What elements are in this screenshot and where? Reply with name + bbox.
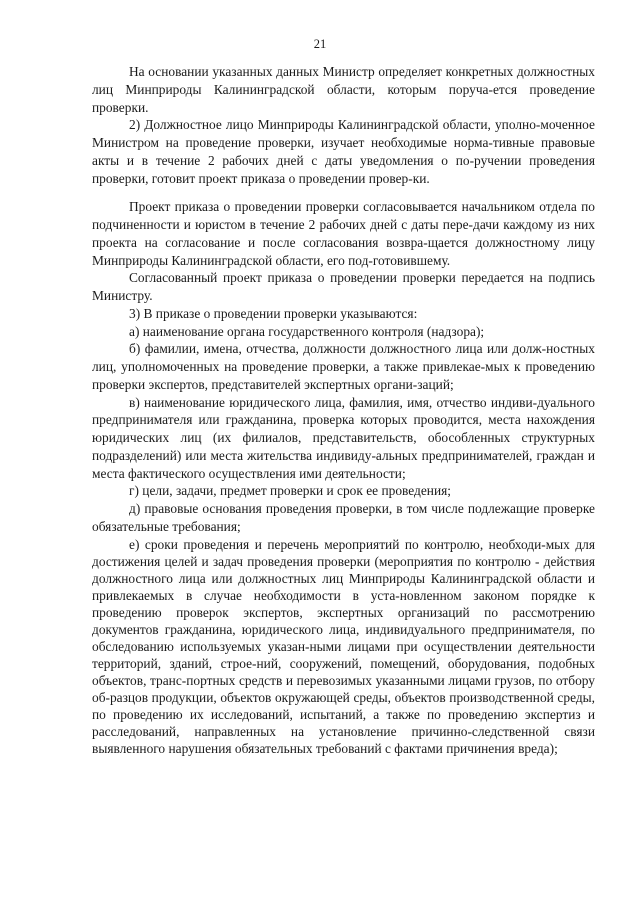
list-item-a: а) наименование органа государственного контроля (надзора);	[129, 323, 485, 339]
document-body	[92, 63, 595, 757]
list-item-b: б) фамилии, имена, отчества, должности должностного лица или долж-ностных лиц, уполномоченных на проведение проверки, а также привлекае-мых к проведению проверки экспертов, представителей экспертных органи-заций;	[92, 341, 595, 392]
paragraph-item-2-official-prepares-order: 2) Должностное лицо Минприроды Калининградской области, уполно-моченное Министром на проведение проверки, изучает необходимые норма-тивные правовые акты и в течение 2 рабочих дней с даты уведомления о по-ручении проведения проверки, готовит проект приказа о проведении провер-ки.	[92, 117, 595, 186]
paragraph-order-approval: Проект приказа о проведении проверки согласовывается начальником отдела по подчиненности и юристом в течение 2 рабочих дней с даты пере-дачи каждому из них проекта на согласование и после согласования возвра-щается должностному лицу Минприроды Калининградской области, его под-готовившему.	[92, 199, 595, 268]
list-item-e: е) сроки проведения и перечень мероприятий по контролю, необходи-мых для достижения целей и задач проведения проверки (мероприятия по контролю - действия должностного лица или должностных лиц Минприроды Калининградской области и привлекаемых в случае необходимости в уста-новленном законом порядке к проведению проверок экспертов, экспертных организаций по рассмотрению документов гражданина, юридического лица, индивидуального предпринимателя, по обследованию используемых указан-ными лицами при осуществлении деятельности территорий, зданий, строе-ний, сооружений, помещений, оборудования, подобных объектов, транс-портных средств и перевозимых указанными лицами грузов, по отбору об-разцов продукции, объектов окружающей среды, объектов производственной среды, по проведению их исследований, испытаний, а также по проведению экспертиз и расследований, направленных на установление причинно-следственной связи выявленного нарушения обязательных требований с фактами причинения вреда);	[92, 536, 595, 756]
list-item-v: в) наименование юридического лица, фамилия, имя, отчество индиви-дуального предпринимателя или гражданина, проверка которых проводится, места нахождения юридических лиц (их филиалов, представительств, обособленных структурных подразделений) или места жительства индивиду-альных предпринимателей, граждан и места фактического осуществления ими деятельности;	[92, 394, 595, 481]
list-item-d: д) правовые основания проведения проверки, в том числе подлежащие проверке обязательные требования;	[92, 501, 595, 534]
paragraph-gap	[92, 187, 595, 198]
paragraph-item-3-order-contents: 3) В приказе о проведении проверки указываются:	[129, 305, 418, 321]
paragraph-signature: Согласованный проект приказа о проведении проверки передается на подпись Министру.	[92, 270, 595, 303]
list-item-g: г) цели, задачи, предмет проверки и срок ее проведения;	[129, 483, 451, 499]
page-number: 21	[313, 37, 327, 51]
paragraph-ministr-determines-officials: На основании указанных данных Министр определяет конкретных должностных лиц Минприроды Калининградской области, которым поруча-ется проведение проверки.	[92, 64, 595, 115]
